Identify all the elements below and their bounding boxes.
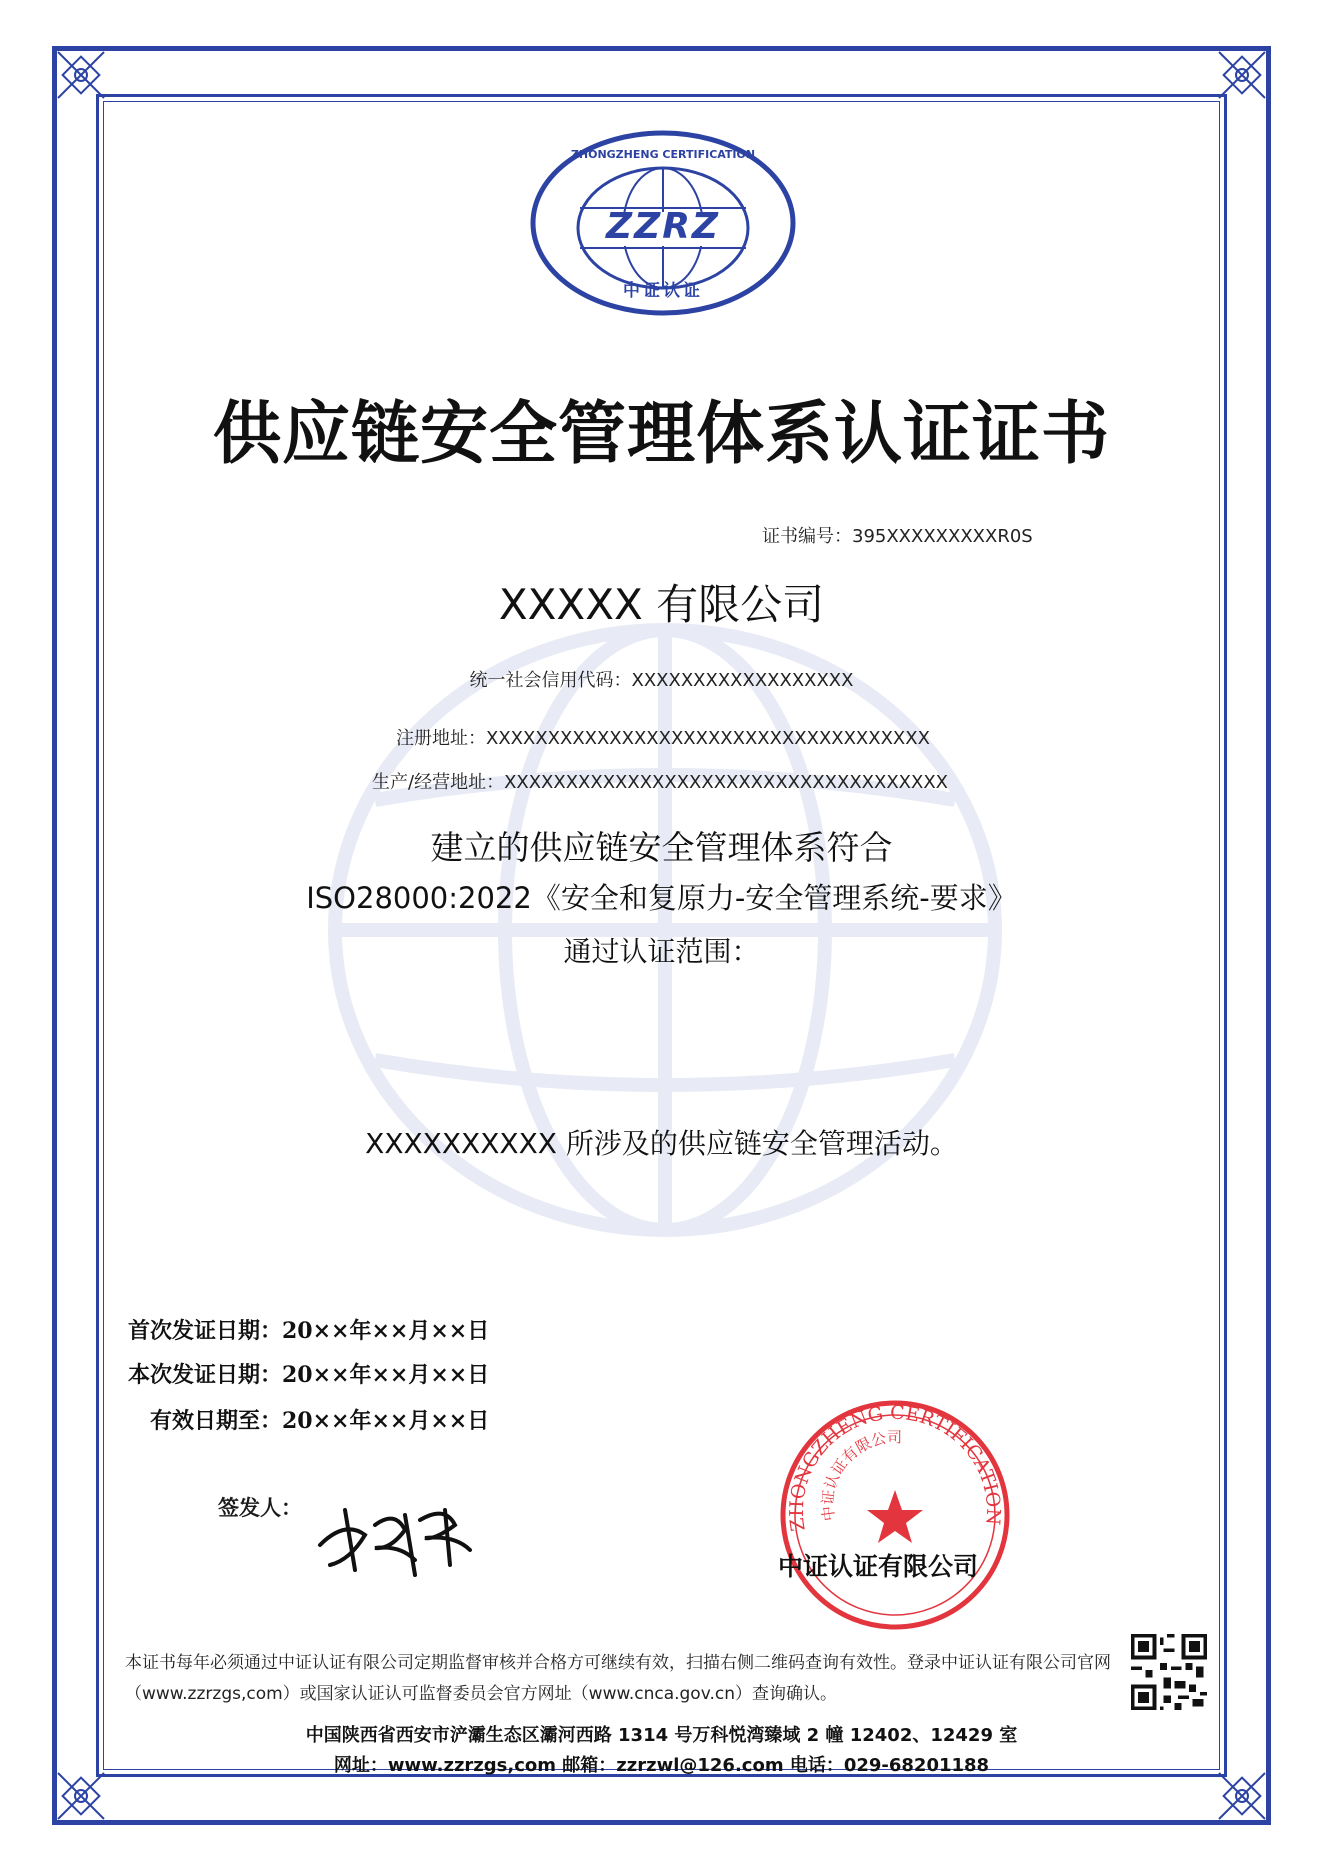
scope-text: XXXXXXXXXX 所涉及的供应链安全管理活动。 (365, 1127, 958, 1160)
seal-text-cn: 中证认证有限公司 (818, 1428, 903, 1523)
corner-ornament-icon (54, 1769, 108, 1823)
logo-mark: ZZRZ (605, 206, 721, 247)
credit-code: 统一社会信用代码：XXXXXXXXXXXXXXXXXX (469, 670, 854, 691)
company-seal (770, 1390, 1020, 1640)
operating-address: 生产/经营地址：XXXXXXXXXXXXXXXXXXXXXXXXXXXXXXXXXXXX (372, 772, 948, 793)
footer-address: 中国陕西省西安市浐灞生态区灞河西路 1314 号万科悦湾臻域 2 幢 12402、12429 室 (305, 1725, 1018, 1746)
scope-heading: 通过认证范围： (563, 935, 760, 968)
certificate-number: 证书编号：395XXXXXXXXXR0S (762, 526, 1033, 547)
seal-text-en: ZHONGZHENG CERTIFICATION (785, 1401, 1005, 1533)
logo-cn-text: 中证认证 (623, 281, 703, 301)
logo-arc-text: ZHONGZHENG CERTIFICATION (570, 148, 756, 161)
issuer-name: 中证认证有限公司 (778, 1552, 979, 1581)
qr-code-icon[interactable] (1131, 1634, 1207, 1710)
corner-ornament-icon (1215, 48, 1269, 102)
handwritten-signature (305, 1490, 485, 1580)
corner-ornament-icon (1215, 1769, 1269, 1823)
conformity-statement: 建立的供应链安全管理体系符合 (430, 828, 893, 867)
corner-ornament-icon (54, 48, 108, 102)
validity-notice: 本证书每年必须通过中证认证有限公司定期监督审核并合格方可继续有效，扫描右侧二维码查询有效性。登录中证认证有限公司官网（www.zzrzgs,com）或国家认证认可监督委员会官方网址（www.cnca.gov.cn）查询确认。 (125, 1653, 1111, 1704)
current-issue-date: 本次发证日期：20××年××月××日 (127, 1362, 490, 1388)
zzrz-logo (528, 128, 798, 318)
valid-until-date: 有效日期至：20××年××月××日 (149, 1408, 490, 1434)
first-issue-date: 首次发证日期：20××年××月××日 (127, 1318, 490, 1344)
signer-label: 签发人： (218, 1496, 302, 1520)
page-title: 供应链安全管理体系认证证书 (212, 395, 1110, 474)
company-name: XXXXX 有限公司 (498, 580, 825, 629)
footer-contact: 网址：www.zzrzgs,com 邮箱：zzrzwl@126.com 电话：029-68201188 (333, 1755, 990, 1776)
standard-reference: ISO28000:2022《安全和复原力-安全管理系统-要求》 (306, 881, 1017, 915)
registered-address: 注册地址：XXXXXXXXXXXXXXXXXXXXXXXXXXXXXXXXXXXX (396, 728, 930, 749)
